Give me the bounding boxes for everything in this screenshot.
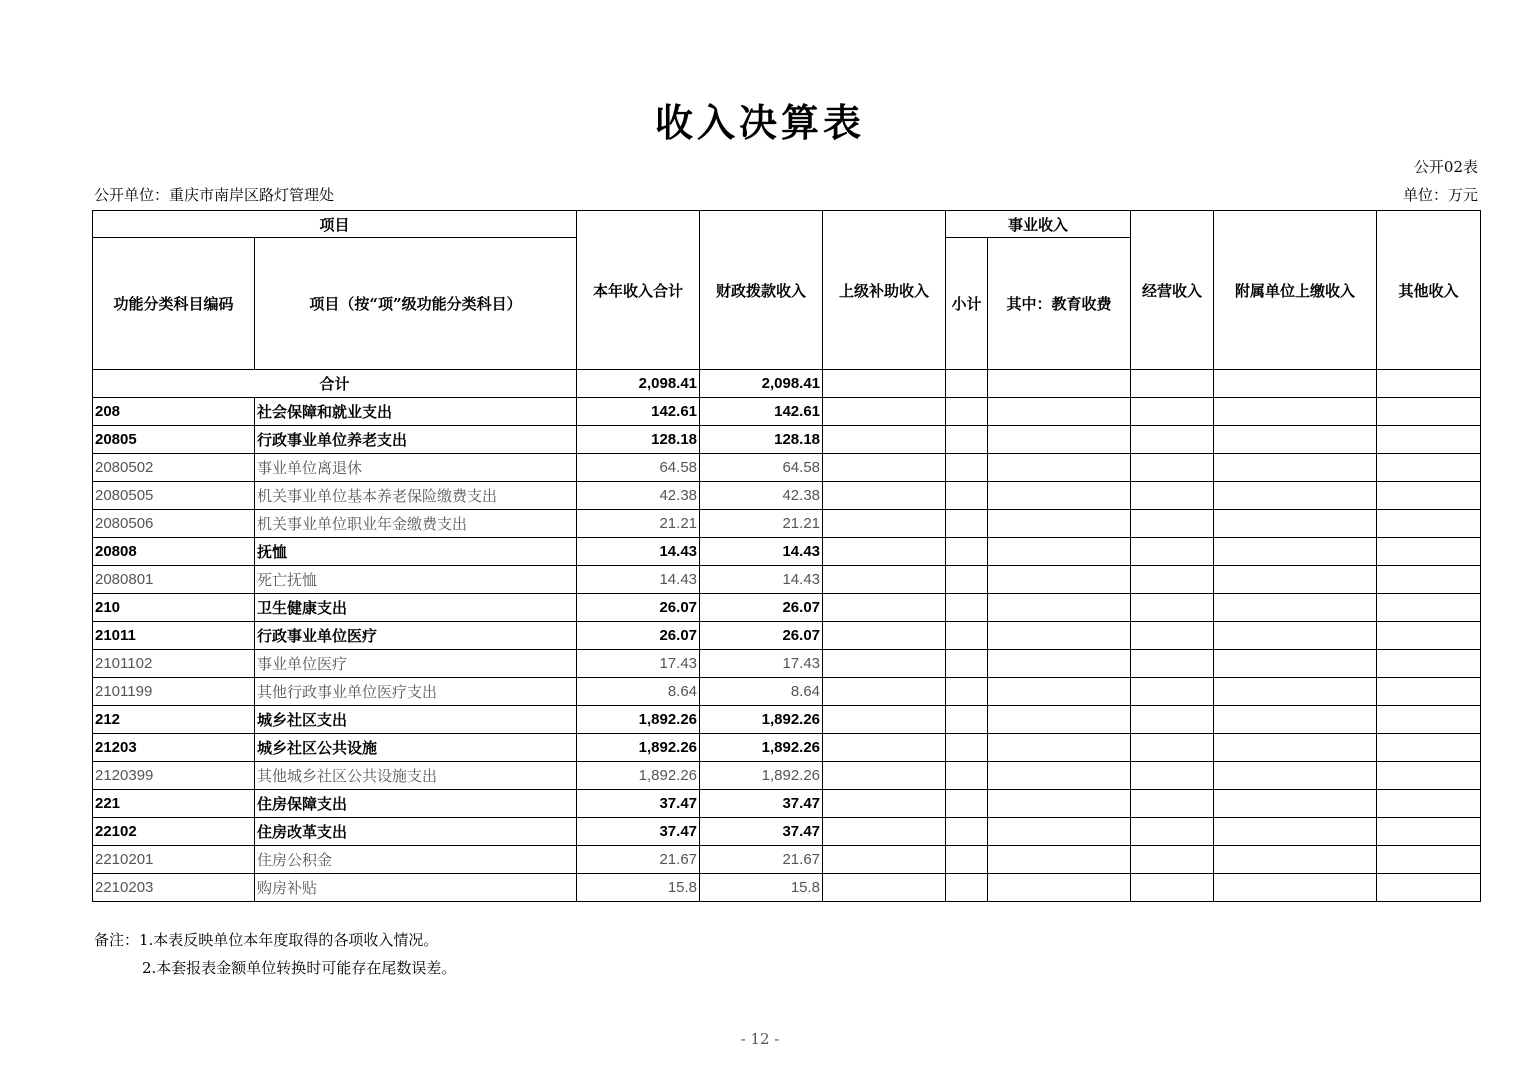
empty-cell: [823, 426, 946, 454]
table-row: [93, 538, 1481, 566]
row-total-income: 1,892.26: [577, 762, 700, 790]
empty-cell: [988, 678, 1131, 706]
row-total-income: 142.61: [577, 398, 700, 426]
table-row: [93, 566, 1481, 594]
note-2: 2.本套报表金额单位转换时可能存在尾数误差。: [142, 959, 457, 977]
empty-cell: [1131, 678, 1214, 706]
header-superior: 上级补助收入: [823, 211, 946, 370]
row-total-income: 15.8: [577, 874, 700, 902]
row-total-income: 21.21: [577, 510, 700, 538]
row-name: 住房保障支出: [255, 790, 577, 818]
empty-cell: [823, 706, 946, 734]
table-row: [93, 762, 1481, 790]
empty-cell: [946, 622, 988, 650]
row-code: 2080506: [93, 510, 255, 538]
row-name: 社会保障和就业支出: [255, 398, 577, 426]
table-row: [93, 650, 1481, 678]
empty-cell: [1214, 818, 1377, 846]
row-total-income: 1,892.26: [577, 706, 700, 734]
empty-cell: [1377, 398, 1481, 426]
empty-cell: [988, 566, 1131, 594]
row-fiscal: 17.43: [700, 650, 823, 678]
row-fiscal: 64.58: [700, 454, 823, 482]
empty-cell: [823, 622, 946, 650]
empty-cell: [823, 594, 946, 622]
header-subtotal: 小计: [946, 238, 988, 370]
empty-cell: [946, 538, 988, 566]
row-name: 其他城乡社区公共设施支出: [255, 762, 577, 790]
notes: [94, 926, 456, 982]
reporting-unit: 公开单位：重庆市南岸区路灯管理处: [94, 186, 335, 204]
empty-cell: [823, 398, 946, 426]
empty-cell: [1131, 426, 1214, 454]
empty-cell: [988, 510, 1131, 538]
empty-cell: [946, 566, 988, 594]
empty-cell: [946, 762, 988, 790]
row-total-income: 8.64: [577, 678, 700, 706]
empty-cell: [1131, 762, 1214, 790]
row-total-income: 14.43: [577, 566, 700, 594]
row-fiscal: 37.47: [700, 818, 823, 846]
row-name: 购房补贴: [255, 874, 577, 902]
empty-cell: [946, 874, 988, 902]
row-name: 机关事业单位基本养老保险缴费支出: [255, 482, 577, 510]
table-row: [93, 874, 1481, 902]
row-name: 行政事业单位医疗: [255, 622, 577, 650]
row-total-income: 21.67: [577, 846, 700, 874]
row-name: 事业单位离退休: [255, 454, 577, 482]
empty-cell: [1214, 874, 1377, 902]
total-fiscal-value: 2,098.41: [700, 370, 823, 398]
empty-cell: [1214, 454, 1377, 482]
empty-cell: [1131, 734, 1214, 762]
row-code: 210: [93, 594, 255, 622]
empty-cell: [823, 818, 946, 846]
empty-cell: [946, 734, 988, 762]
empty-cell: [823, 874, 946, 902]
empty-cell: [1214, 678, 1377, 706]
empty-cell: [988, 734, 1131, 762]
row-total-income: 64.58: [577, 454, 700, 482]
empty-cell: [988, 818, 1131, 846]
empty-cell: [1377, 482, 1481, 510]
row-fiscal: 142.61: [700, 398, 823, 426]
row-code: 2101199: [93, 678, 255, 706]
row-fiscal: 21.21: [700, 510, 823, 538]
empty-cell: [1131, 706, 1214, 734]
empty-cell: [823, 678, 946, 706]
row-code: 2080502: [93, 454, 255, 482]
table-row: [93, 426, 1481, 454]
row-total-income: 1,892.26: [577, 734, 700, 762]
row-code: 20805: [93, 426, 255, 454]
table-row: [93, 734, 1481, 762]
total-label: 合计: [93, 370, 577, 398]
empty-cell: [1131, 538, 1214, 566]
empty-cell: [988, 426, 1131, 454]
row-name: 卫生健康支出: [255, 594, 577, 622]
empty-cell: [988, 594, 1131, 622]
empty-cell: [1214, 538, 1377, 566]
row-code: 2210201: [93, 846, 255, 874]
row-name: 住房公积金: [255, 846, 577, 874]
row-name: 住房改革支出: [255, 818, 577, 846]
empty-cell: [1377, 734, 1481, 762]
row-code: 21011: [93, 622, 255, 650]
table-row: [93, 790, 1481, 818]
row-total-income: 37.47: [577, 818, 700, 846]
empty-cell: [1214, 510, 1377, 538]
table-row: [93, 706, 1481, 734]
row-fiscal: 128.18: [700, 426, 823, 454]
header-fiscal: 财政拨款收入: [700, 211, 823, 370]
row-code: 21203: [93, 734, 255, 762]
row-code: 2101102: [93, 650, 255, 678]
page-number: - 12 -: [740, 1030, 780, 1048]
empty-cell: [988, 762, 1131, 790]
empty-cell: [1131, 454, 1214, 482]
table-row: [93, 846, 1481, 874]
empty-cell: [1214, 566, 1377, 594]
row-code: 20808: [93, 538, 255, 566]
table-row: [93, 678, 1481, 706]
page-title: 收入决算表: [654, 100, 865, 145]
row-name: 城乡社区公共设施: [255, 734, 577, 762]
row-total-income: 14.43: [577, 538, 700, 566]
row-code: 2080801: [93, 566, 255, 594]
empty-cell: [1377, 510, 1481, 538]
table-row: [93, 818, 1481, 846]
row-total-income: 37.47: [577, 790, 700, 818]
empty-cell: [1131, 594, 1214, 622]
row-name: 事业单位医疗: [255, 650, 577, 678]
empty-cell: [1214, 762, 1377, 790]
empty-cell: [823, 538, 946, 566]
row-total-income: 128.18: [577, 426, 700, 454]
row-fiscal: 15.8: [700, 874, 823, 902]
empty-cell: [946, 454, 988, 482]
empty-cell: [1214, 398, 1377, 426]
row-name: 行政事业单位养老支出: [255, 426, 577, 454]
currency-unit: 单位：万元: [1402, 186, 1478, 204]
row-name: 抚恤: [255, 538, 577, 566]
empty-cell: [1214, 650, 1377, 678]
total-income-value: 2,098.41: [577, 370, 700, 398]
table-number: 公开02表: [1413, 158, 1478, 176]
empty-cell: [1377, 538, 1481, 566]
empty-cell: [988, 706, 1131, 734]
empty-cell: [1214, 706, 1377, 734]
empty-cell: [988, 538, 1131, 566]
empty-cell: [823, 454, 946, 482]
row-fiscal: 1,892.26: [700, 734, 823, 762]
empty-cell: [1214, 426, 1377, 454]
empty-cell: [946, 510, 988, 538]
row-total-income: 26.07: [577, 622, 700, 650]
header-business-income: 事业收入: [946, 211, 1131, 238]
row-fiscal: 14.43: [700, 566, 823, 594]
row-fiscal: 14.43: [700, 538, 823, 566]
empty-cell: [988, 874, 1131, 902]
empty-cell: [1214, 622, 1377, 650]
empty-cell: [946, 790, 988, 818]
empty-cell: [946, 846, 988, 874]
empty-cell: [1377, 846, 1481, 874]
total-row: [93, 370, 1481, 398]
row-code: 22102: [93, 818, 255, 846]
header-code: 功能分类科目编码: [93, 238, 255, 370]
empty-cell: [1131, 790, 1214, 818]
row-name: 其他行政事业单位医疗支出: [255, 678, 577, 706]
empty-cell: [823, 762, 946, 790]
row-total-income: 42.38: [577, 482, 700, 510]
table-row: [93, 398, 1481, 426]
header-project-name: 项目（按“项”级功能分类科目）: [255, 238, 577, 370]
empty-cell: [1377, 622, 1481, 650]
row-code: 221: [93, 790, 255, 818]
empty-cell: [988, 622, 1131, 650]
row-code: 2210203: [93, 874, 255, 902]
empty-cell: [946, 482, 988, 510]
empty-cell: [1131, 398, 1214, 426]
empty-cell: [946, 426, 988, 454]
empty-cell: [1214, 594, 1377, 622]
empty-cell: [946, 398, 988, 426]
row-fiscal: 1,892.26: [700, 706, 823, 734]
row-fiscal: 1,892.26: [700, 762, 823, 790]
header-project: 项目: [93, 211, 577, 238]
empty-cell: [988, 846, 1131, 874]
table-row: [93, 454, 1481, 482]
empty-cell: [1131, 874, 1214, 902]
empty-cell: [1131, 818, 1214, 846]
row-total-income: 26.07: [577, 594, 700, 622]
empty-cell: [1131, 846, 1214, 874]
empty-cell: [1377, 706, 1481, 734]
empty-cell: [823, 566, 946, 594]
empty-cell: [1131, 650, 1214, 678]
empty-cell: [1131, 622, 1214, 650]
row-fiscal: 26.07: [700, 594, 823, 622]
row-fiscal: 26.07: [700, 622, 823, 650]
empty-cell: [1377, 678, 1481, 706]
row-fiscal: 37.47: [700, 790, 823, 818]
row-name: 城乡社区支出: [255, 706, 577, 734]
empty-cell: [1377, 426, 1481, 454]
empty-cell: [988, 790, 1131, 818]
table-row: [93, 510, 1481, 538]
empty-cell: [946, 706, 988, 734]
row-name: 死亡抚恤: [255, 566, 577, 594]
header-total-income: 本年收入合计: [577, 211, 700, 370]
table-row: [93, 594, 1481, 622]
empty-cell: [823, 734, 946, 762]
empty-cell: [988, 650, 1131, 678]
note-1: 备注：1.本表反映单位本年度取得的各项收入情况。: [94, 931, 439, 949]
header-affiliated: 附属单位上缴收入: [1214, 211, 1377, 370]
empty-cell: [1377, 454, 1481, 482]
row-total-income: 17.43: [577, 650, 700, 678]
empty-cell: [1377, 874, 1481, 902]
empty-cell: [1131, 510, 1214, 538]
row-code: 2080505: [93, 482, 255, 510]
empty-cell: [823, 846, 946, 874]
empty-cell: [823, 650, 946, 678]
empty-cell: [946, 818, 988, 846]
empty-cell: [823, 790, 946, 818]
empty-cell: [1377, 594, 1481, 622]
empty-cell: [988, 454, 1131, 482]
empty-cell: [823, 510, 946, 538]
table-row: [93, 482, 1481, 510]
empty-cell: [946, 650, 988, 678]
empty-cell: [1377, 650, 1481, 678]
row-fiscal: 42.38: [700, 482, 823, 510]
row-name: 机关事业单位职业年金缴费支出: [255, 510, 577, 538]
empty-cell: [1377, 566, 1481, 594]
empty-cell: [1214, 790, 1377, 818]
row-fiscal: 21.67: [700, 846, 823, 874]
row-code: 2120399: [93, 762, 255, 790]
header-other: 其他收入: [1377, 211, 1481, 370]
header-operating: 经营收入: [1131, 211, 1214, 370]
empty-cell: [1377, 762, 1481, 790]
empty-cell: [1131, 482, 1214, 510]
row-code: 208: [93, 398, 255, 426]
table-row: [93, 622, 1481, 650]
income-table: [92, 210, 1481, 902]
empty-cell: [988, 482, 1131, 510]
row-fiscal: 8.64: [700, 678, 823, 706]
empty-cell: [1377, 818, 1481, 846]
empty-cell: [1377, 790, 1481, 818]
empty-cell: [946, 594, 988, 622]
empty-cell: [1214, 734, 1377, 762]
row-code: 212: [93, 706, 255, 734]
empty-cell: [1131, 566, 1214, 594]
empty-cell: [946, 678, 988, 706]
empty-cell: [1214, 482, 1377, 510]
header-education: 其中：教育收费: [988, 238, 1131, 370]
empty-cell: [823, 482, 946, 510]
empty-cell: [988, 398, 1131, 426]
empty-cell: [1214, 846, 1377, 874]
